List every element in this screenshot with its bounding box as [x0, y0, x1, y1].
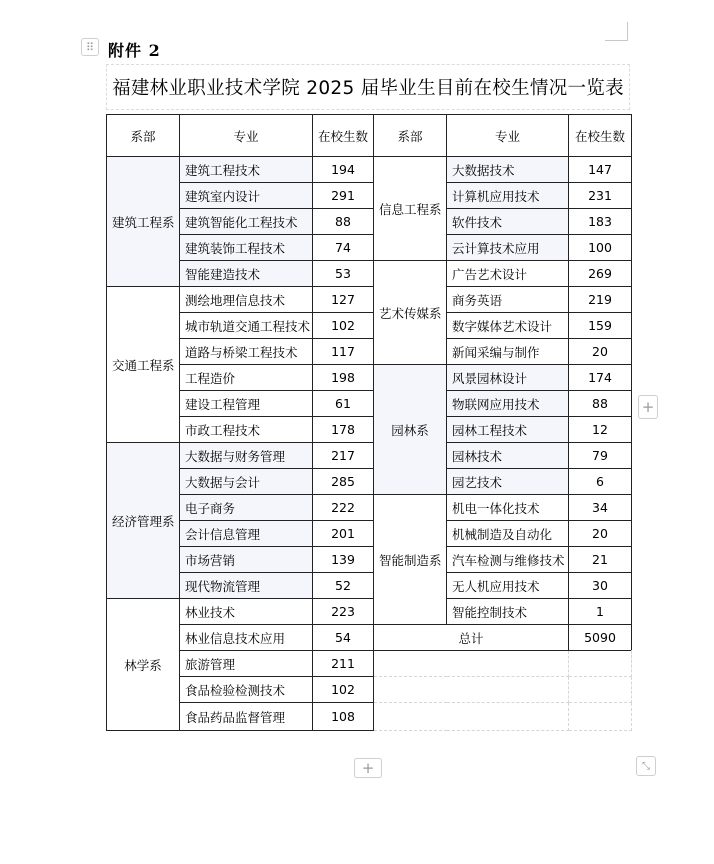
- total-label: 总计: [374, 625, 569, 651]
- count-cell: 54: [313, 625, 374, 651]
- table-row: [107, 313, 632, 339]
- count-cell: 88: [313, 209, 374, 235]
- table-row: [107, 443, 632, 469]
- count-cell: 269: [569, 261, 632, 287]
- major-cell: 城市轨道交通工程技术: [180, 313, 313, 339]
- major-cell: 数字媒体艺术设计: [447, 313, 569, 339]
- table-title-text: 福建林业职业技术学院 2025 届毕业生目前在校生情况一览表: [112, 78, 624, 99]
- major-cell: 食品药品监督管理: [180, 703, 313, 731]
- empty-cell: [374, 677, 569, 703]
- header-dept-left: 系部: [107, 115, 180, 157]
- major-cell: 大数据与会计: [180, 469, 313, 495]
- count-cell: 34: [569, 495, 632, 521]
- table-row: [107, 495, 632, 521]
- dept-cell: 交通工程系: [107, 287, 180, 443]
- count-cell: 74: [313, 235, 374, 261]
- major-cell: 新闻采编与制作: [447, 339, 569, 365]
- count-cell: 108: [313, 703, 374, 731]
- table-row: [107, 573, 632, 599]
- header-count-left: 在校生数: [313, 115, 374, 157]
- count-cell: 20: [569, 339, 632, 365]
- drag-handle-icon[interactable]: ⠿: [81, 38, 99, 56]
- major-cell: 园林工程技术: [447, 417, 569, 443]
- count-cell: 127: [313, 287, 374, 313]
- count-cell: 159: [569, 313, 632, 339]
- resize-table-icon[interactable]: ⤡: [636, 756, 656, 776]
- dept-cell: 林学系: [107, 599, 180, 731]
- empty-cell: [569, 651, 632, 677]
- major-cell: 无人机应用技术: [447, 573, 569, 599]
- table-row: [107, 677, 632, 703]
- empty-cell: [569, 703, 632, 731]
- major-cell: 道路与桥梁工程技术: [180, 339, 313, 365]
- major-cell: 机械制造及自动化: [447, 521, 569, 547]
- count-cell: 183: [569, 209, 632, 235]
- major-cell: 食品检验检测技术: [180, 677, 313, 703]
- empty-cell: [374, 651, 569, 677]
- table-row: [107, 703, 632, 731]
- table-row: [107, 599, 632, 625]
- count-cell: 194: [313, 157, 374, 183]
- count-cell: 231: [569, 183, 632, 209]
- table-row: [107, 209, 632, 235]
- table-row: [107, 183, 632, 209]
- major-cell: 现代物流管理: [180, 573, 313, 599]
- major-cell: 林业技术: [180, 599, 313, 625]
- major-cell: 机电一体化技术: [447, 495, 569, 521]
- major-cell: 市场营销: [180, 547, 313, 573]
- count-cell: 102: [313, 313, 374, 339]
- major-cell: 物联网应用技术: [447, 391, 569, 417]
- empty-cell: [374, 703, 569, 731]
- major-cell: 旅游管理: [180, 651, 313, 677]
- count-cell: 61: [313, 391, 374, 417]
- header-dept-right: 系部: [374, 115, 447, 157]
- major-cell: 建筑智能化工程技术: [180, 209, 313, 235]
- major-cell: 建设工程管理: [180, 391, 313, 417]
- attachment-label: 附件 2: [108, 41, 161, 60]
- count-cell: 117: [313, 339, 374, 365]
- header-major-left: 专业: [180, 115, 313, 157]
- count-cell: 285: [313, 469, 374, 495]
- major-cell: 市政工程技术: [180, 417, 313, 443]
- major-cell: 会计信息管理: [180, 521, 313, 547]
- major-cell: 大数据与财务管理: [180, 443, 313, 469]
- count-cell: 217: [313, 443, 374, 469]
- dept-cell: 信息工程系: [374, 157, 447, 261]
- dept-cell: 艺术传媒系: [374, 261, 447, 365]
- count-cell: 30: [569, 573, 632, 599]
- table-row: [107, 365, 632, 391]
- major-cell: 商务英语: [447, 287, 569, 313]
- dept-cell: 智能制造系: [374, 495, 447, 625]
- dept-cell: 园林系: [374, 365, 447, 495]
- count-cell: 21: [569, 547, 632, 573]
- major-cell: 园艺技术: [447, 469, 569, 495]
- student-table: [106, 114, 632, 731]
- major-cell: 建筑室内设计: [180, 183, 313, 209]
- major-cell: 电子商务: [180, 495, 313, 521]
- count-cell: 291: [313, 183, 374, 209]
- major-cell: 软件技术: [447, 209, 569, 235]
- major-cell: 汽车检测与维修技术: [447, 547, 569, 573]
- total-value: 5090: [569, 625, 632, 651]
- table-row: [107, 261, 632, 287]
- dept-cell: 经济管理系: [107, 443, 180, 599]
- count-cell: 139: [313, 547, 374, 573]
- empty-cell: [569, 677, 632, 703]
- count-cell: 178: [313, 417, 374, 443]
- table-row: [107, 287, 632, 313]
- count-cell: 1: [569, 599, 632, 625]
- count-cell: 20: [569, 521, 632, 547]
- header-row: [107, 115, 632, 157]
- major-cell: 广告艺术设计: [447, 261, 569, 287]
- count-cell: 219: [569, 287, 632, 313]
- add-row-icon[interactable]: +: [354, 758, 382, 778]
- table-row: [107, 651, 632, 677]
- table-title: [106, 64, 630, 110]
- major-cell: 测绘地理信息技术: [180, 287, 313, 313]
- table-row: [107, 625, 632, 651]
- major-cell: 建筑工程技术: [180, 157, 313, 183]
- count-cell: 174: [569, 365, 632, 391]
- major-cell: 风景园林设计: [447, 365, 569, 391]
- count-cell: 12: [569, 417, 632, 443]
- table-row: [107, 339, 632, 365]
- major-cell: 林业信息技术应用: [180, 625, 313, 651]
- count-cell: 100: [569, 235, 632, 261]
- header-major-right: 专业: [447, 115, 569, 157]
- table-row: [107, 157, 632, 183]
- dept-cell: 建筑工程系: [107, 157, 180, 287]
- count-cell: 52: [313, 573, 374, 599]
- table-row: [107, 235, 632, 261]
- table-row: [107, 391, 632, 417]
- count-cell: 223: [313, 599, 374, 625]
- major-cell: 智能控制技术: [447, 599, 569, 625]
- table-row: [107, 417, 632, 443]
- count-cell: 147: [569, 157, 632, 183]
- table-row: [107, 521, 632, 547]
- count-cell: 201: [313, 521, 374, 547]
- major-cell: 云计算技术应用: [447, 235, 569, 261]
- count-cell: 211: [313, 651, 374, 677]
- header-count-right: 在校生数: [569, 115, 632, 157]
- count-cell: 79: [569, 443, 632, 469]
- page-corner-mark: [605, 22, 628, 41]
- count-cell: 53: [313, 261, 374, 287]
- major-cell: 工程造价: [180, 365, 313, 391]
- count-cell: 222: [313, 495, 374, 521]
- major-cell: 建筑装饰工程技术: [180, 235, 313, 261]
- major-cell: 大数据技术: [447, 157, 569, 183]
- major-cell: 计算机应用技术: [447, 183, 569, 209]
- major-cell: 智能建造技术: [180, 261, 313, 287]
- count-cell: 6: [569, 469, 632, 495]
- add-column-icon[interactable]: +: [638, 395, 658, 419]
- major-cell: 园林技术: [447, 443, 569, 469]
- count-cell: 198: [313, 365, 374, 391]
- table-row: [107, 469, 632, 495]
- count-cell: 88: [569, 391, 632, 417]
- table-row: [107, 547, 632, 573]
- count-cell: 102: [313, 677, 374, 703]
